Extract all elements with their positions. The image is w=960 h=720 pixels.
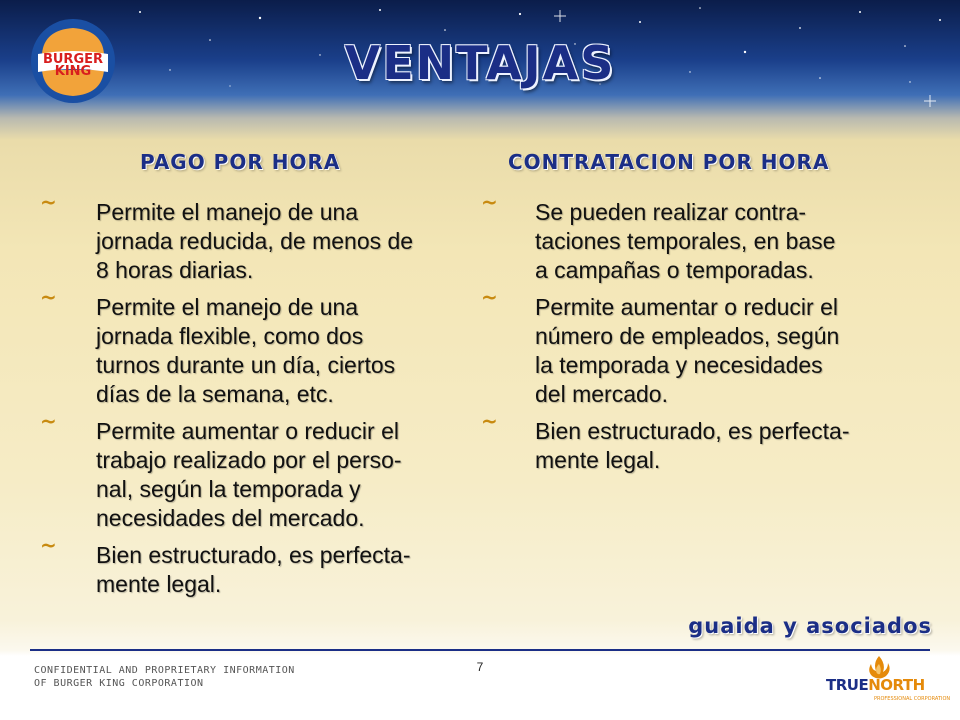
tilde-bullet-icon: ~ bbox=[481, 285, 498, 309]
list-item bbox=[481, 409, 921, 475]
list-item bbox=[481, 285, 921, 409]
tilde-bullet-icon: ~ bbox=[40, 409, 57, 433]
list-item-text: Bien estructurado, es perfecta- mente legal. bbox=[535, 418, 850, 473]
list-item-text: Permite el manejo de una jornada flexible, como dos turnos durante un día, ciertos días de la semana, etc. bbox=[96, 294, 396, 407]
svg-text:BURGER: BURGER bbox=[42, 52, 104, 67]
svg-text:KING: KING bbox=[54, 64, 92, 79]
list-item-text: Se pueden realizar contra- taciones temporales, en base a campañas o temporadas. bbox=[535, 199, 836, 283]
truenorth-wordmark: TRUENORTH bbox=[826, 676, 925, 694]
list-item bbox=[40, 190, 480, 285]
page-number: 7 bbox=[476, 660, 484, 674]
slide-title: VENTAJAS bbox=[344, 36, 616, 90]
confidentiality-notice bbox=[34, 664, 295, 690]
tilde-bullet-icon: ~ bbox=[481, 190, 498, 214]
footer-divider bbox=[30, 649, 930, 651]
confidentiality-line-1: CONFIDENTIAL AND PROPRIETARY INFORMATION bbox=[34, 665, 295, 676]
bullet-list-pago-por-hora bbox=[40, 190, 480, 599]
tilde-bullet-icon: ~ bbox=[40, 285, 57, 309]
tilde-bullet-icon: ~ bbox=[481, 409, 498, 433]
column-heading-pago-por-hora: PAGO POR HORA bbox=[140, 150, 341, 174]
list-item-text: Permite aumentar o reducir el trabajo realizado por el perso- nal, según la temporada y necesidades del mercado. bbox=[96, 418, 402, 531]
confidentiality-line-2: OF BURGER KING CORPORATION bbox=[34, 678, 204, 689]
list-item bbox=[481, 190, 921, 285]
column-heading-contratacion-por-hora: CONTRATACION POR HORA bbox=[508, 150, 830, 174]
truenorth-logo bbox=[826, 654, 951, 706]
list-item bbox=[40, 285, 480, 409]
list-item bbox=[40, 409, 480, 533]
list-item-text: Bien estructurado, es perfecta- mente legal. bbox=[96, 542, 411, 597]
bullet-list-contratacion-por-hora bbox=[481, 190, 921, 475]
list-item-text: Permite el manejo de una jornada reducida, de menos de 8 horas diarias. bbox=[96, 199, 414, 283]
list-item-text: Permite aumentar o reducir el número de empleados, según la temporada y necesidades del mercado. bbox=[535, 294, 840, 407]
list-item bbox=[40, 533, 480, 599]
tilde-bullet-icon: ~ bbox=[40, 190, 57, 214]
truenorth-tagline: PROFESSIONAL CORPORATION bbox=[874, 696, 951, 702]
tilde-bullet-icon: ~ bbox=[40, 533, 57, 557]
company-name-guaida: guaida y asociados bbox=[688, 614, 932, 638]
